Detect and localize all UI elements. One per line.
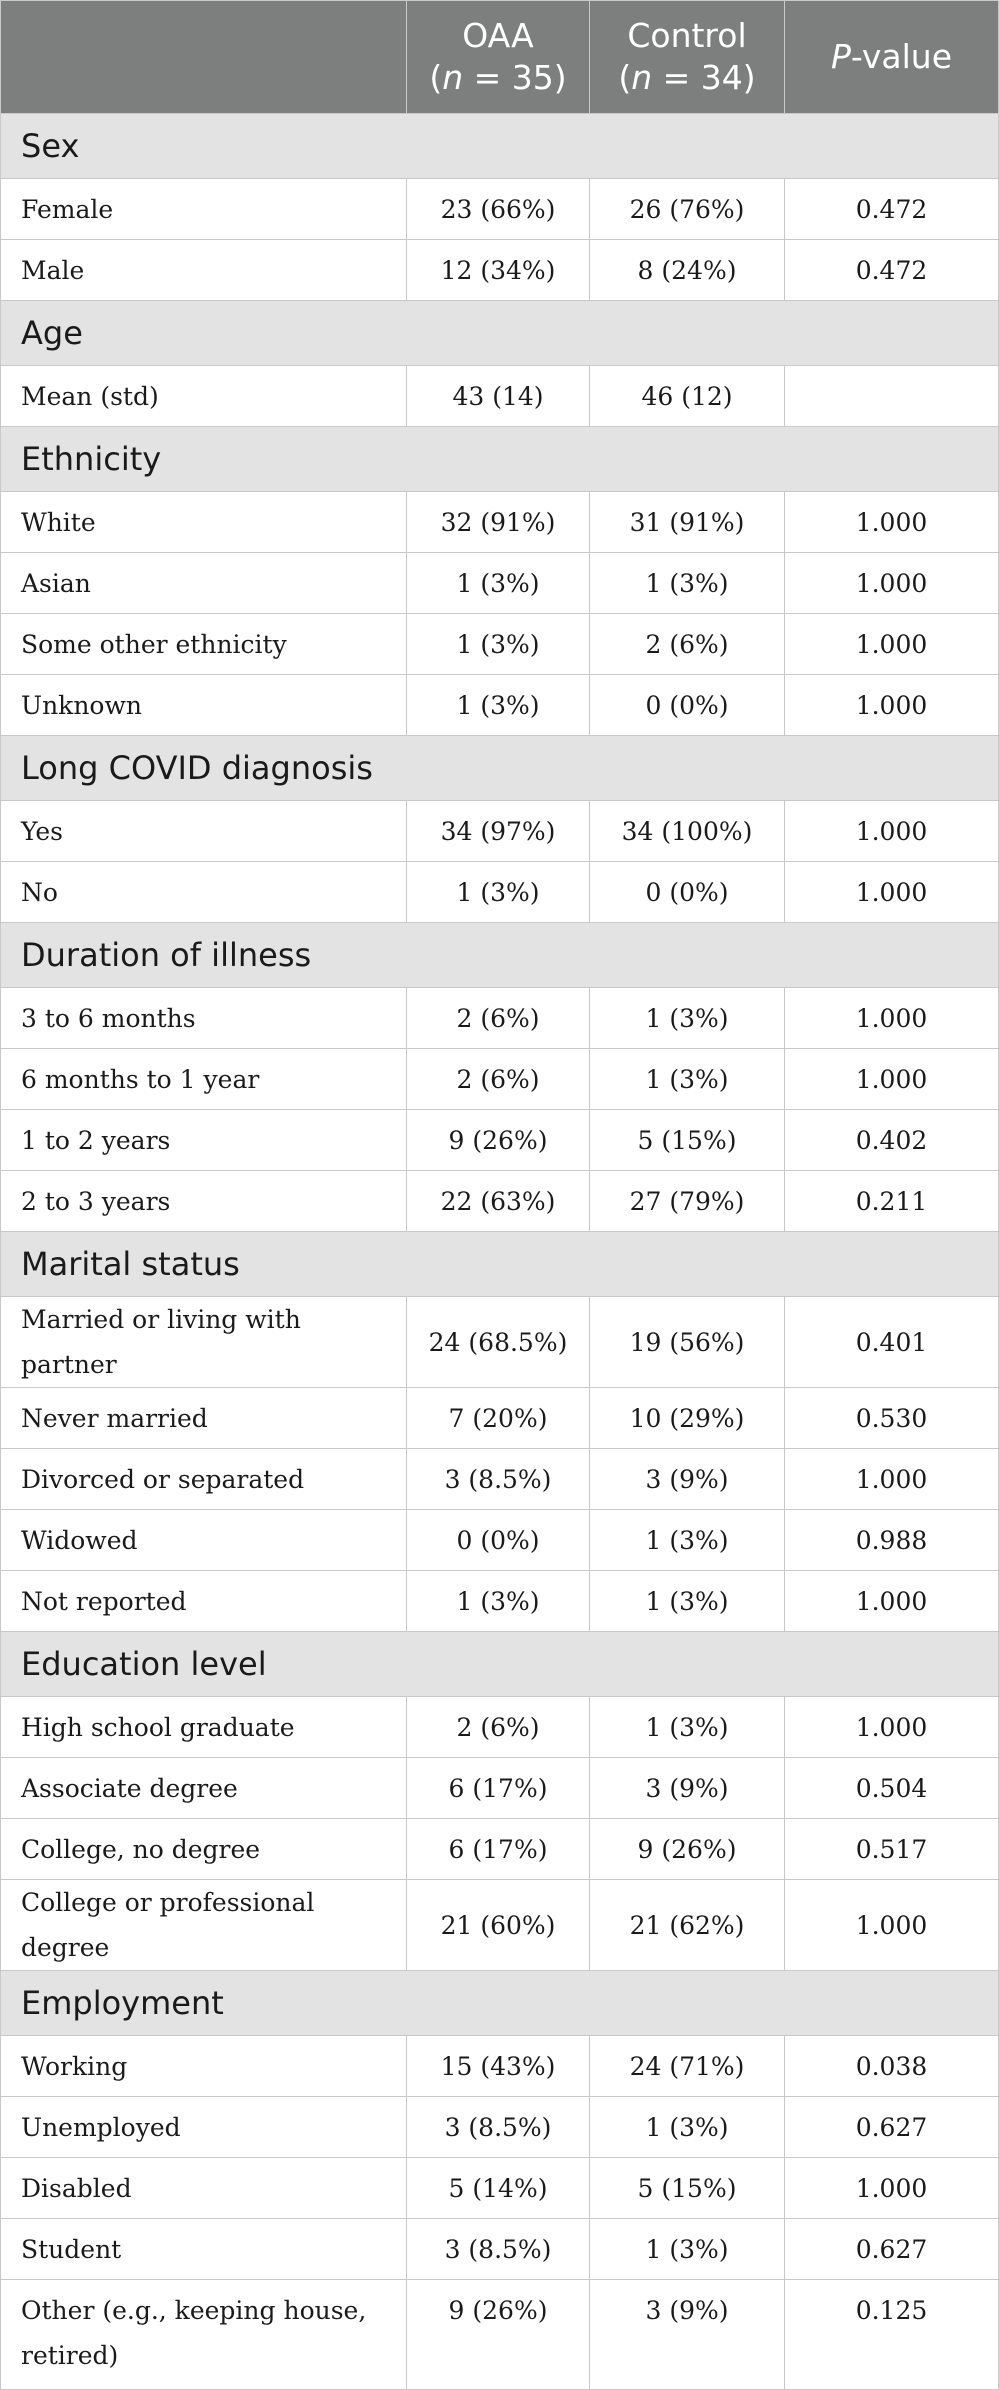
p-value-cell: 1.000 <box>785 1449 999 1510</box>
row-label-cell: Married or living with partner <box>1 1297 407 1388</box>
p-value-cell: 1.000 <box>785 1697 999 1758</box>
row-label-cell: 2 to 3 years <box>1 1171 407 1232</box>
p-value-cell: 0.211 <box>785 1171 999 1232</box>
section-header-row <box>1 301 999 366</box>
row-label-cell: Working <box>1 2036 407 2097</box>
p-value-cell: 1.000 <box>785 614 999 675</box>
control-value-cell: 46 (12) <box>590 366 785 427</box>
row-label-cell: Disabled <box>1 2158 407 2219</box>
control-value-cell: 1 (3%) <box>590 1510 785 1571</box>
section-title: Age <box>1 301 999 366</box>
table-row <box>1 1758 999 1819</box>
table-row <box>1 240 999 301</box>
oaa-value-cell: 21 (60%) <box>407 1880 590 1971</box>
p-value-cell: 0.402 <box>785 1110 999 1171</box>
table-row <box>1 2280 999 2390</box>
control-value-cell: 10 (29%) <box>590 1388 785 1449</box>
table-row <box>1 492 999 553</box>
header-control-n-suffix: = 34) <box>652 58 756 97</box>
table-row <box>1 801 999 862</box>
section-title: Sex <box>1 114 999 179</box>
header-oaa-n-suffix: = 35) <box>463 58 567 97</box>
p-value-cell: 0.472 <box>785 240 999 301</box>
p-value-cell: 1.000 <box>785 675 999 736</box>
header-p-suffix: -value <box>850 37 953 76</box>
control-value-cell: 31 (91%) <box>590 492 785 553</box>
table-row <box>1 2158 999 2219</box>
control-value-cell: 5 (15%) <box>590 2158 785 2219</box>
row-label-cell: Asian <box>1 553 407 614</box>
control-value-cell: 0 (0%) <box>590 675 785 736</box>
control-value-cell: 27 (79%) <box>590 1171 785 1232</box>
oaa-value-cell: 3 (8.5%) <box>407 2219 590 2280</box>
oaa-value-cell: 1 (3%) <box>407 553 590 614</box>
p-value-cell: 0.472 <box>785 179 999 240</box>
row-label-cell: Divorced or separated <box>1 1449 407 1510</box>
oaa-value-cell: 24 (68.5%) <box>407 1297 590 1388</box>
header-oaa-n-prefix: ( <box>429 58 443 97</box>
row-label-cell: Some other ethnicity <box>1 614 407 675</box>
p-value-cell <box>785 366 999 427</box>
row-label-cell: 6 months to 1 year <box>1 1049 407 1110</box>
header-p-var: P <box>830 37 851 76</box>
oaa-value-cell: 1 (3%) <box>407 862 590 923</box>
table-row <box>1 1819 999 1880</box>
row-label-cell: Associate degree <box>1 1758 407 1819</box>
p-value-cell: 1.000 <box>785 2158 999 2219</box>
table-row <box>1 1297 999 1388</box>
row-label-cell: No <box>1 862 407 923</box>
row-label-cell: College or professional degree <box>1 1880 407 1971</box>
control-value-cell: 0 (0%) <box>590 862 785 923</box>
section-header-row <box>1 427 999 492</box>
oaa-value-cell: 1 (3%) <box>407 1571 590 1632</box>
table-row <box>1 1880 999 1971</box>
p-value-cell: 0.401 <box>785 1297 999 1388</box>
header-p-value <box>785 1 999 114</box>
p-value-cell: 1.000 <box>785 1571 999 1632</box>
row-label-cell: Student <box>1 2219 407 2280</box>
control-value-cell: 34 (100%) <box>590 801 785 862</box>
section-title: Marital status <box>1 1232 999 1297</box>
table-row <box>1 1049 999 1110</box>
control-value-cell: 1 (3%) <box>590 988 785 1049</box>
row-label-cell: Unemployed <box>1 2097 407 2158</box>
p-value-cell: 1.000 <box>785 553 999 614</box>
p-value-cell: 1.000 <box>785 1049 999 1110</box>
table-row <box>1 1110 999 1171</box>
row-label-cell: High school graduate <box>1 1697 407 1758</box>
control-value-cell: 24 (71%) <box>590 2036 785 2097</box>
table-row <box>1 179 999 240</box>
control-value-cell: 3 (9%) <box>590 1758 785 1819</box>
table-row <box>1 1449 999 1510</box>
row-label-cell: Never married <box>1 1388 407 1449</box>
table-row <box>1 2036 999 2097</box>
header-oaa <box>407 1 590 114</box>
p-value-cell: 0.038 <box>785 2036 999 2097</box>
control-value-cell: 2 (6%) <box>590 614 785 675</box>
p-value-cell: 0.530 <box>785 1388 999 1449</box>
table-row <box>1 614 999 675</box>
row-label-cell: 3 to 6 months <box>1 988 407 1049</box>
row-label-cell: Unknown <box>1 675 407 736</box>
oaa-value-cell: 15 (43%) <box>407 2036 590 2097</box>
table-row <box>1 862 999 923</box>
oaa-value-cell: 0 (0%) <box>407 1510 590 1571</box>
oaa-value-cell: 32 (91%) <box>407 492 590 553</box>
section-header-row <box>1 736 999 801</box>
section-title: Duration of illness <box>1 923 999 988</box>
table-row <box>1 1388 999 1449</box>
oaa-value-cell: 1 (3%) <box>407 675 590 736</box>
oaa-value-cell: 43 (14) <box>407 366 590 427</box>
oaa-value-cell: 12 (34%) <box>407 240 590 301</box>
control-value-cell: 1 (3%) <box>590 1571 785 1632</box>
table-row <box>1 1171 999 1232</box>
oaa-value-cell: 9 (26%) <box>407 1110 590 1171</box>
oaa-value-cell: 5 (14%) <box>407 2158 590 2219</box>
header-oaa-n-var: n <box>442 58 464 97</box>
table-row <box>1 675 999 736</box>
section-header-row <box>1 1632 999 1697</box>
control-value-cell: 19 (56%) <box>590 1297 785 1388</box>
control-value-cell: 5 (15%) <box>590 1110 785 1171</box>
p-value-cell: 1.000 <box>785 988 999 1049</box>
row-label-cell: 1 to 2 years <box>1 1110 407 1171</box>
section-title: Ethnicity <box>1 427 999 492</box>
oaa-value-cell: 7 (20%) <box>407 1388 590 1449</box>
control-value-cell: 1 (3%) <box>590 2097 785 2158</box>
section-title: Education level <box>1 1632 999 1697</box>
row-label-cell: Not reported <box>1 1571 407 1632</box>
table-row <box>1 2097 999 2158</box>
p-value-cell: 0.125 <box>785 2280 999 2390</box>
oaa-value-cell: 2 (6%) <box>407 1049 590 1110</box>
table-row <box>1 2219 999 2280</box>
control-value-cell: 3 (9%) <box>590 1449 785 1510</box>
oaa-value-cell: 3 (8.5%) <box>407 1449 590 1510</box>
section-title: Long COVID diagnosis <box>1 736 999 801</box>
control-value-cell: 3 (9%) <box>590 2280 785 2390</box>
p-value-cell: 0.517 <box>785 1819 999 1880</box>
row-label-cell: Mean (std) <box>1 366 407 427</box>
oaa-value-cell: 2 (6%) <box>407 988 590 1049</box>
control-value-cell: 1 (3%) <box>590 553 785 614</box>
p-value-cell: 0.504 <box>785 1758 999 1819</box>
table-row <box>1 366 999 427</box>
row-label-cell: Male <box>1 240 407 301</box>
row-label-cell: College, no degree <box>1 1819 407 1880</box>
p-value-cell: 0.627 <box>785 2219 999 2280</box>
section-header-row <box>1 923 999 988</box>
control-value-cell: 21 (62%) <box>590 1880 785 1971</box>
control-value-cell: 1 (3%) <box>590 2219 785 2280</box>
section-header-row <box>1 1971 999 2036</box>
p-value-cell: 1.000 <box>785 1880 999 1971</box>
table-row <box>1 1510 999 1571</box>
oaa-value-cell: 23 (66%) <box>407 179 590 240</box>
p-value-cell: 1.000 <box>785 801 999 862</box>
table-row <box>1 988 999 1049</box>
table-row <box>1 1571 999 1632</box>
control-value-cell: 9 (26%) <box>590 1819 785 1880</box>
oaa-value-cell: 3 (8.5%) <box>407 2097 590 2158</box>
control-value-cell: 8 (24%) <box>590 240 785 301</box>
p-value-cell: 0.627 <box>785 2097 999 2158</box>
oaa-value-cell: 34 (97%) <box>407 801 590 862</box>
header-control-label: Control <box>627 16 747 55</box>
oaa-value-cell: 9 (26%) <box>407 2280 590 2390</box>
header-control-n-prefix: ( <box>618 58 632 97</box>
header-control <box>590 1 785 114</box>
row-label-cell: White <box>1 492 407 553</box>
p-value-cell: 1.000 <box>785 492 999 553</box>
section-header-row <box>1 114 999 179</box>
p-value-cell: 0.988 <box>785 1510 999 1571</box>
table-row <box>1 1697 999 1758</box>
control-value-cell: 26 (76%) <box>590 179 785 240</box>
header-control-n-var: n <box>631 58 653 97</box>
header-oaa-label: OAA <box>462 16 534 55</box>
oaa-value-cell: 6 (17%) <box>407 1758 590 1819</box>
header-corner-cell <box>1 1 407 114</box>
section-title: Employment <box>1 1971 999 2036</box>
oaa-value-cell: 1 (3%) <box>407 614 590 675</box>
table-row <box>1 553 999 614</box>
row-label-cell: Other (e.g., keeping house, retired) <box>1 2280 407 2390</box>
control-value-cell: 1 (3%) <box>590 1697 785 1758</box>
p-value-cell: 1.000 <box>785 862 999 923</box>
row-label-cell: Yes <box>1 801 407 862</box>
table-body <box>1 114 999 2390</box>
oaa-value-cell: 22 (63%) <box>407 1171 590 1232</box>
oaa-value-cell: 6 (17%) <box>407 1819 590 1880</box>
row-label-cell: Widowed <box>1 1510 407 1571</box>
control-value-cell: 1 (3%) <box>590 1049 785 1110</box>
row-label-cell: Female <box>1 179 407 240</box>
section-header-row <box>1 1232 999 1297</box>
table-header <box>1 1 999 114</box>
oaa-value-cell: 2 (6%) <box>407 1697 590 1758</box>
